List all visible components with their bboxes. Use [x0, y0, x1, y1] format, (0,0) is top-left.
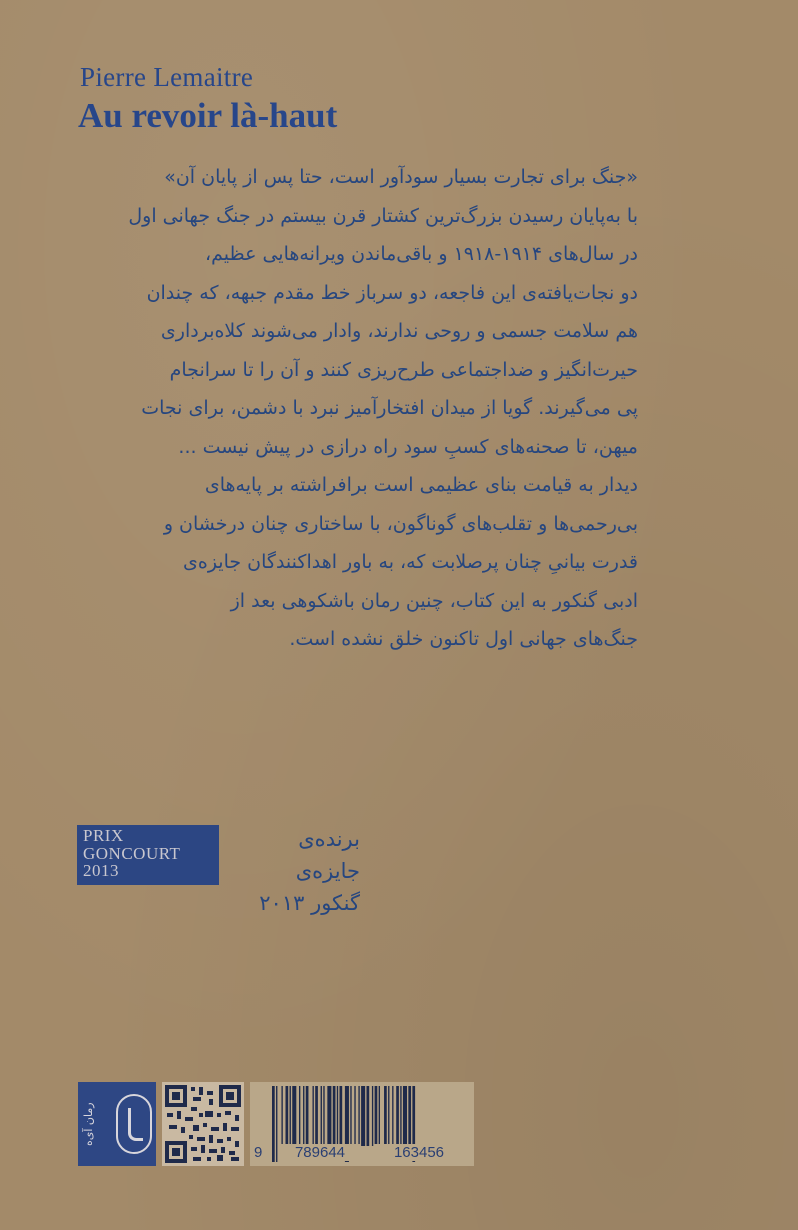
- publisher-logo-icon: [116, 1094, 152, 1154]
- barcode-bar: [306, 1086, 309, 1146]
- barcode-bar: [403, 1086, 407, 1146]
- blurb-line: دو نجات‌یافته‌ی این فاجعه، دو سرباز خط مقدم جبهه، که چندان: [146, 281, 638, 304]
- isbn-lead-digit: 9: [254, 1144, 263, 1161]
- blurb-line: حیرت‌انگیز و ضداجتماعی طرح‌ریزی کنند و آن را تا سرانجام: [169, 358, 638, 381]
- blurb-line: «جنگ برای تجارت بسیار سودآور است، حتا پس از پایان آن»: [164, 166, 638, 188]
- blurb-line: هم سلامت جسمی و روحی ندارند، وادار می‌شوند کلاه‌برداری: [160, 320, 638, 342]
- barcode-bar: [321, 1086, 322, 1146]
- barcode-bar: [375, 1086, 378, 1146]
- blurb-line: قدرت بیانیِ چنان پرصلابت که، به باور اهداکنندگان جایزه‌ی: [183, 551, 638, 573]
- barcode-bar: [299, 1086, 300, 1146]
- barcode-bar: [276, 1086, 277, 1162]
- blurb-line: با به‌پایان رسیدن بزرگ‌ترین کشتار قرن بیستم در جنگ جهانی اول: [128, 204, 638, 227]
- badge-line: 2013: [83, 861, 119, 880]
- barcode-bar: [303, 1086, 304, 1146]
- author-name: Pierre Lemaitre: [80, 62, 254, 92]
- blurb-line: ادبی گنکور به این کتاب، چنین رمان باشکوهی بعد از: [230, 589, 638, 612]
- barcode-bar: [358, 1086, 359, 1146]
- barcode-bar: [337, 1086, 338, 1146]
- barcode-bar: [408, 1086, 411, 1146]
- prize-winner-text: [230, 823, 360, 919]
- blurb-line: در سال‌های ۱۹۱۴-۱۹۱۸ و باقی‌ماندن ویرانه‌هایی عظیم،: [204, 243, 638, 265]
- winner-line: گنکور ۲۰۱۳: [259, 891, 360, 915]
- barcode-bar: [367, 1086, 370, 1146]
- barcode-bar: [340, 1086, 343, 1146]
- book-title: Au revoir là-haut: [78, 96, 338, 135]
- barcode-bar: [327, 1086, 331, 1146]
- blurb-line: میهن، تا صحنه‌های کسبِ سود راه درازی در پیش نیست ...: [178, 435, 638, 458]
- blurb-line: پی می‌گیرند. گویا از میدان افتخارآمیز نبرد با دشمن، برای نجات: [141, 397, 638, 419]
- qr-code: [162, 1082, 244, 1166]
- barcode-bar: [400, 1086, 401, 1146]
- isbn-group-2: 163456: [374, 1144, 464, 1161]
- blurb-text: [72, 158, 638, 659]
- barcode-bar: [396, 1086, 399, 1146]
- barcode-bar: [333, 1086, 336, 1146]
- barcode-bar: [384, 1086, 387, 1146]
- barcode-bar: [388, 1086, 389, 1146]
- barcode-bar: [313, 1086, 314, 1146]
- blurb-line: دیدار به قیامت بنای عظیمی است برافراشته بر پایه‌های: [204, 474, 638, 496]
- barcode-bar: [350, 1086, 351, 1146]
- barcode-bar: [292, 1086, 296, 1146]
- barcode-bar: [361, 1086, 365, 1146]
- blurb-line: جنگ‌های جهانی اول تاکنون خلق نشده است.: [289, 628, 638, 650]
- isbn-group-1: 789644: [280, 1144, 360, 1161]
- barcode-bar: [354, 1086, 355, 1146]
- winner-line: برنده‌ی جایزه‌ی: [295, 827, 360, 883]
- barcode-bar: [290, 1086, 291, 1146]
- prix-goncourt-badge: [77, 825, 219, 885]
- barcode-bar: [281, 1086, 282, 1146]
- badge-line: GONCOURT: [83, 843, 181, 863]
- barcode-bar: [323, 1086, 324, 1146]
- barcode-bar: [379, 1086, 380, 1146]
- barcode-bar: [372, 1086, 373, 1146]
- barcode-bar: [272, 1086, 275, 1162]
- series-label: رمان آ‌ی‌ه: [82, 1102, 95, 1146]
- barcode-bar: [392, 1086, 393, 1146]
- barcode-bar: [286, 1086, 289, 1146]
- barcode-bar: [315, 1086, 318, 1146]
- blurb-line: بی‌رحمی‌ها و تقلب‌های گوناگون، با ساختاری چنان درخشان و: [163, 512, 638, 535]
- qr-code-icon: [165, 1085, 241, 1163]
- badge-line: PRIX: [83, 826, 124, 845]
